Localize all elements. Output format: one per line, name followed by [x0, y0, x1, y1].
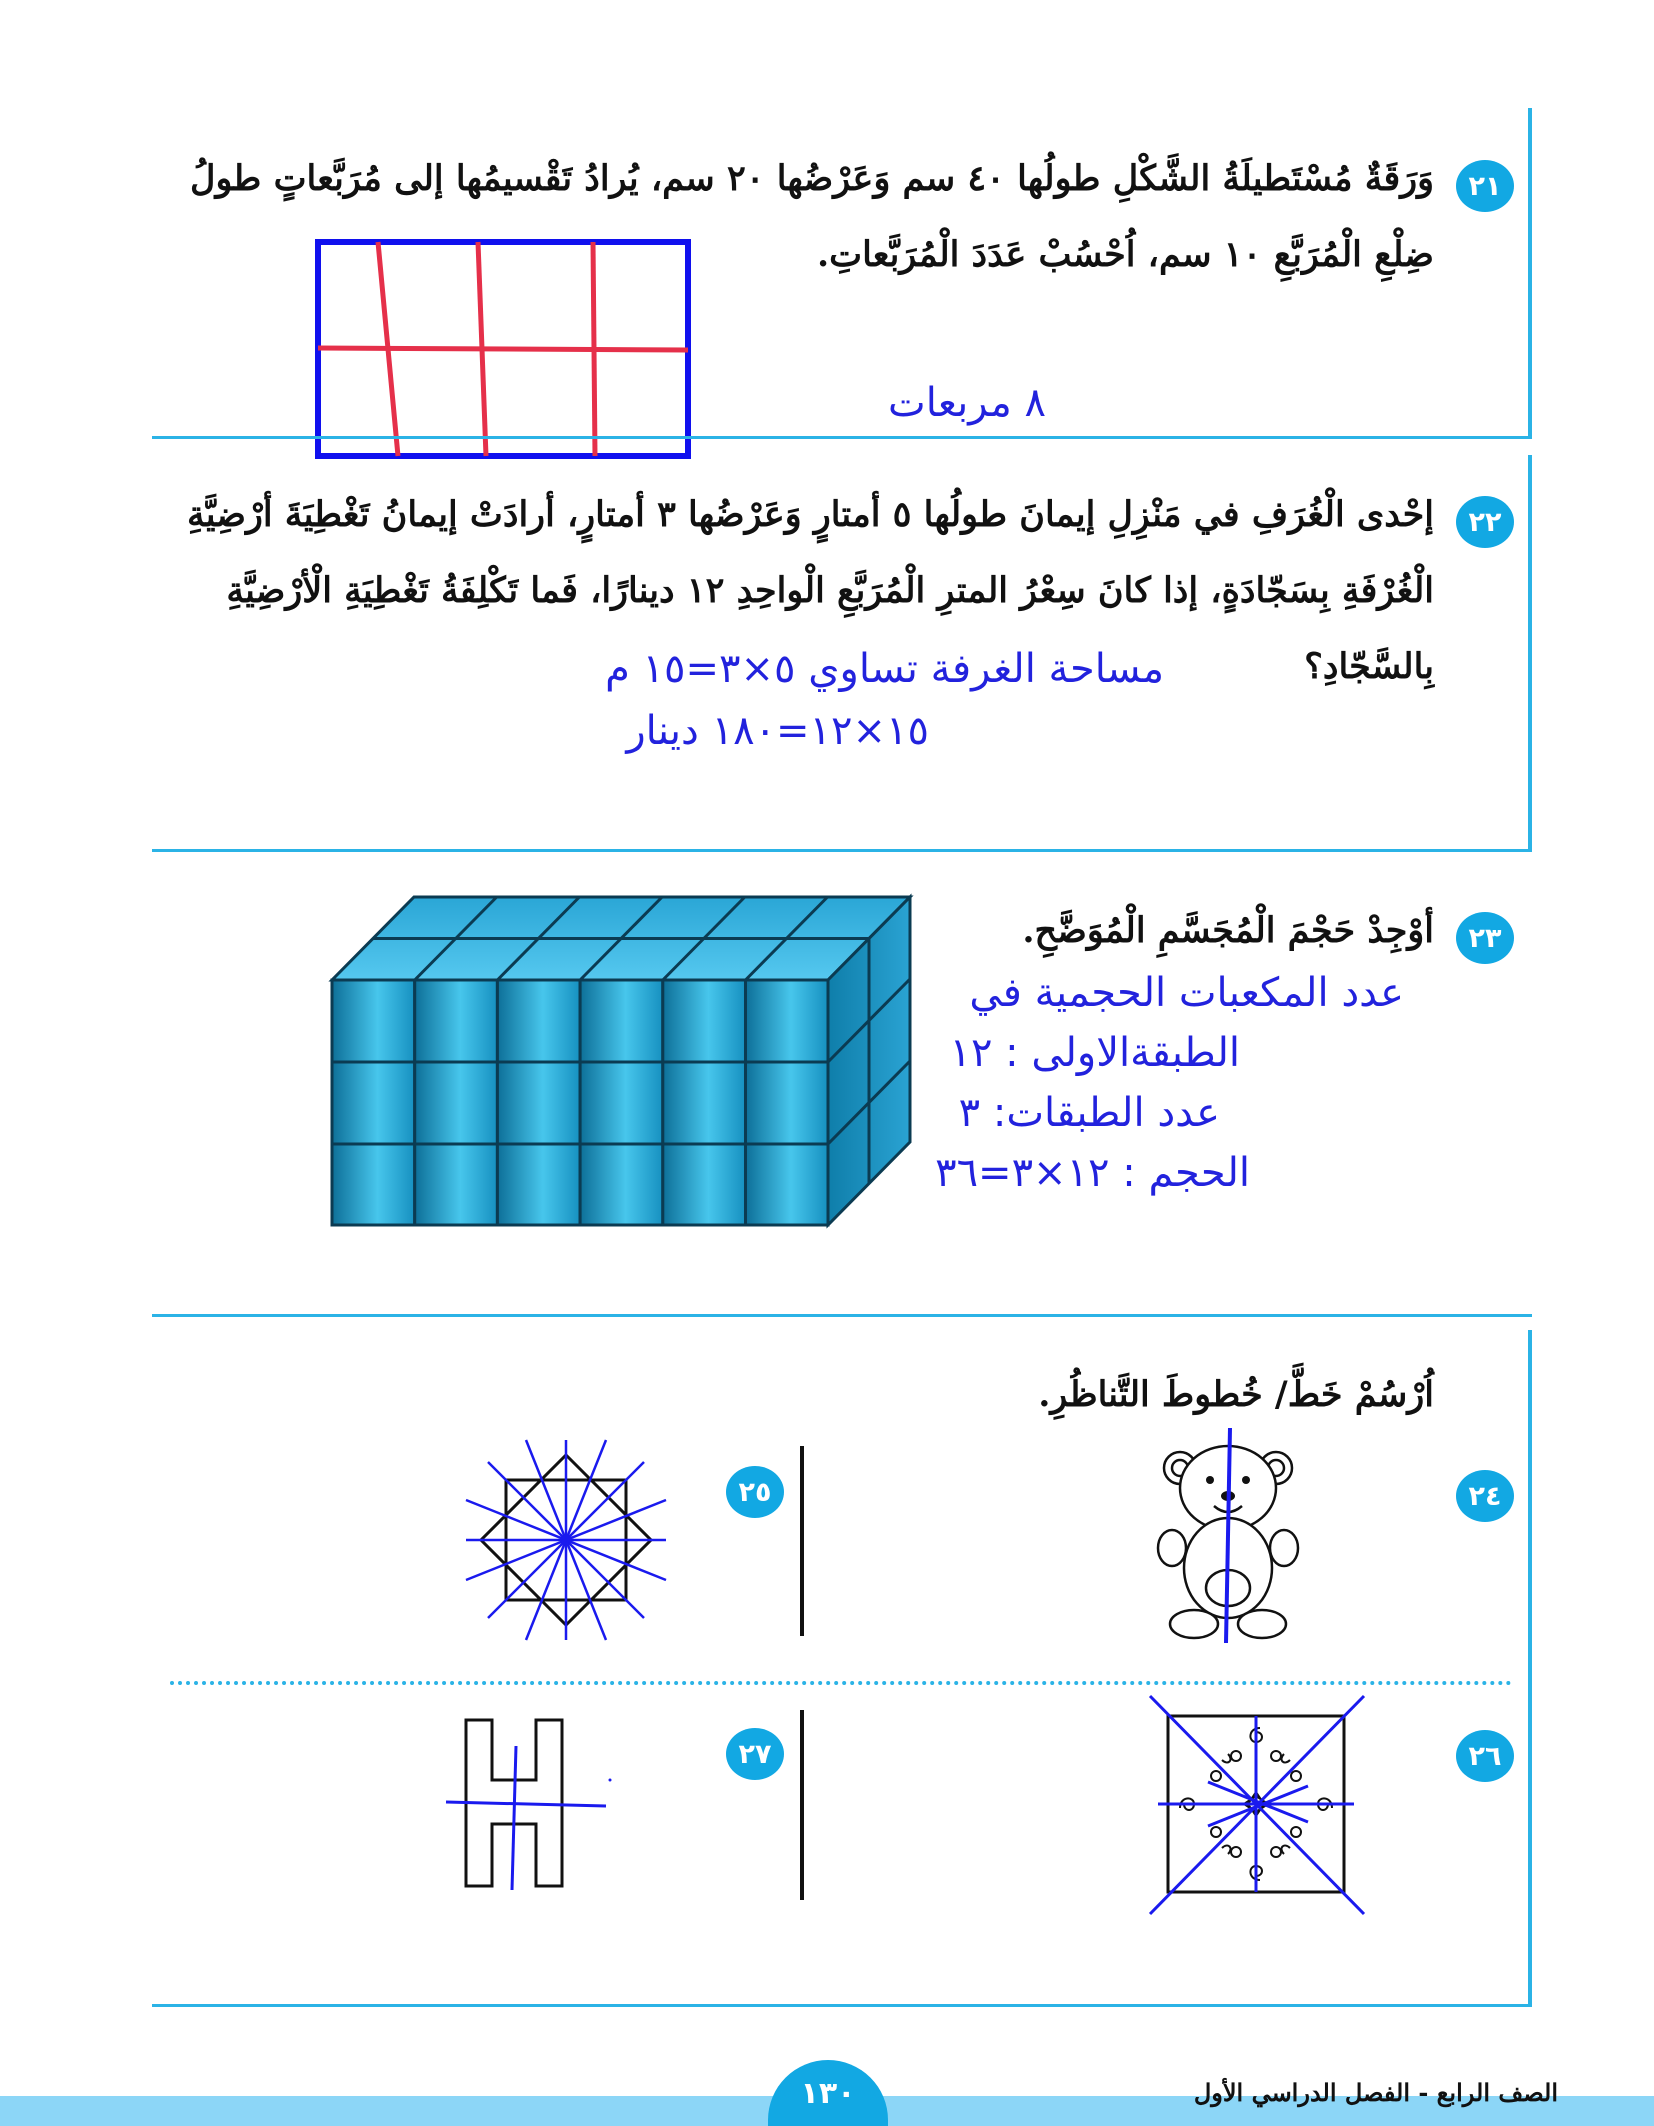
q23-answer-line2: الطبقةالاولى : ١٢ — [949, 1030, 1240, 1076]
q23-answer-line3: عدد الطبقات: ٣ — [958, 1090, 1220, 1136]
question-number-26: ٢٦ — [1456, 1730, 1514, 1782]
question-number-25: ٢٥ — [726, 1466, 784, 1518]
section-bottom-border — [152, 2004, 1532, 2007]
question-number-21: ٢١ — [1456, 160, 1514, 212]
dotted-separator — [170, 1681, 1512, 1685]
question-number-22: ٢٢ — [1456, 496, 1514, 548]
swirl-square-drawing — [1148, 1692, 1366, 1916]
q21-answer: ٨ مربعات — [888, 380, 1046, 426]
divider-bottom — [800, 1710, 804, 1900]
q22-text-line2: الْغُرْفَةِ بِسَجّادَةٍ، إذا كانَ سِعْرُ المترِ الْمُرَبَّعِ الْواحِدِ ١٢ دينارًا، فَما تَكْلِفَةُ تَغْطِيَةِ الْأرْضِيَّةِ — [226, 570, 1434, 611]
teddy-bear-drawing — [1158, 1428, 1298, 1643]
q21-bottom-border — [152, 436, 1532, 439]
q22-answer-line1: مساحة الغرفة تساوي ٥×٣=١٥ م — [605, 646, 1164, 692]
symmetry-instruction: اُرْسُمْ خَطَّ/ خُطوطَ التَّناظُرِ. — [1038, 1374, 1434, 1415]
footer-grade-text: الصف الرابع - الفصل الدراسي الأول — [1193, 2078, 1558, 2107]
letter-h-drawing — [446, 1716, 620, 1892]
q22-answer-line2: ١٥×١٢=١٨٠ دينار — [626, 708, 929, 754]
q21-text-line2: ضِلْعِ الْمُرَبَّعِ ١٠ سم، اُحْسُبْ عَدَدَ الْمُرَبَّعاتِ. — [816, 234, 1434, 275]
symmetry-right-border — [1528, 1330, 1532, 2007]
q23-bottom-border — [152, 1314, 1532, 1317]
page-number: ١٣٠ — [768, 2060, 888, 2126]
q22-text-line3: بِالسَّجّادِ؟ — [1304, 646, 1434, 687]
question-number-24: ٢٤ — [1456, 1470, 1514, 1522]
question-number-23: ٢٣ — [1456, 912, 1514, 964]
q21-rectangle-drawing — [300, 230, 720, 470]
q23-answer-line1: عدد المكعبات الحجمية في — [969, 970, 1404, 1016]
q22-bottom-border — [152, 849, 1532, 852]
q22-text-line1: إحْدى الْغُرَفِ في مَنْزِلِ إيمانَ طولُها ٥ أمتارٍ وَعَرْضُها ٣ أمتارٍ، أرادَتْ إيمانُ تَغْطِيَةَ أرْضِيَّةِ — [186, 494, 1434, 535]
octagram-drawing — [466, 1440, 666, 1640]
question-number-27: ٢٧ — [726, 1728, 784, 1780]
q21-right-border — [1528, 108, 1532, 438]
q23-answer-line4: الحجم : ١٢×٣=٣٦ — [935, 1150, 1250, 1196]
q23-question: أوْجِدْ حَجْمَ الْمُجَسَّمِ الْمُوَضَّحِ. — [1022, 910, 1434, 951]
q21-text-line1: وَرَقَةٌ مُسْتَطيلَةُ الشَّكْلِ طولُها ٤٠ سم وَعَرْضُها ٢٠ سم، يُرادُ تَقْسيمُها إلى مُرَبَّعاتٍ طولُ — [190, 158, 1434, 199]
q22-right-border — [1528, 455, 1532, 850]
q23-cuboid-drawing — [330, 895, 915, 1235]
divider-top — [800, 1446, 804, 1636]
